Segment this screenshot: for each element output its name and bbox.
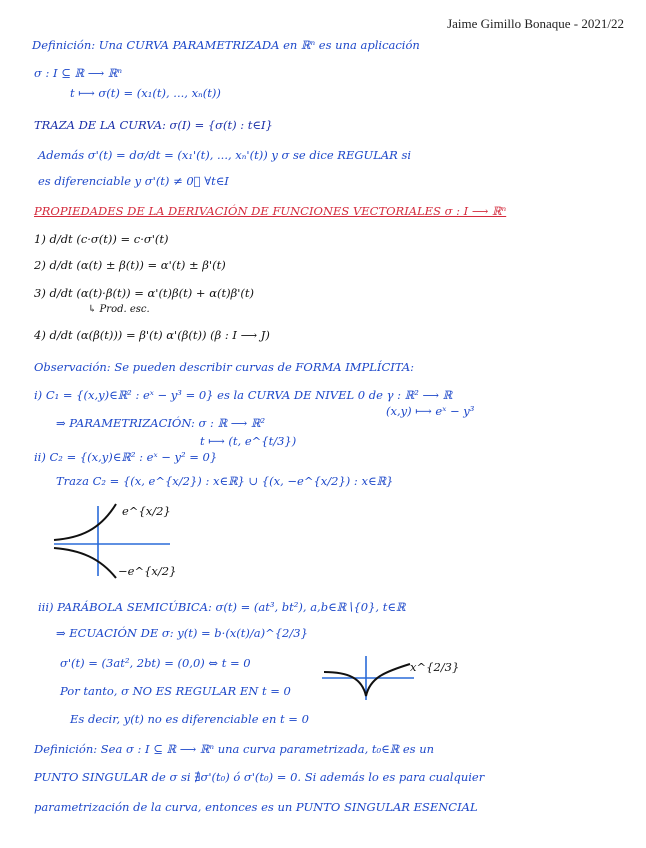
- property-4: 4) d/dt (α(β(t))) = β'(t) α'(β(t)) (β : I ⟶ J): [34, 328, 270, 342]
- c2-line: ii) C₂ = {(x,y)∈ℝ² : eˣ − y² = 0}: [34, 450, 218, 464]
- cusp-sketch: [318, 654, 418, 704]
- parametrization-line: ⇒ PARAMETRIZACIÓN: σ : ℝ ⟶ ℝ²: [56, 416, 266, 430]
- prod-esc-note: ↳ Prod. esc.: [88, 304, 150, 315]
- parametrization-rule-line: t ⟼ (t, e^{t/3}): [200, 434, 297, 448]
- document-header: Jaime Gimillo Bonaque - 2021/22: [447, 16, 624, 31]
- properties-heading: PROPIEDADES DE LA DERIVACIÓN DE FUNCIONES VECTORIALES σ : I ⟶ ℝⁿ: [34, 204, 507, 218]
- map-line: σ : I ⊆ ℝ ⟶ ℝⁿ: [34, 66, 123, 80]
- property-2: 2) d/dt (α(t) ± β(t)) = α'(t) ± β'(t): [34, 258, 226, 272]
- gamma-rule-line: (x,y) ⟼ eˣ − y³: [386, 404, 475, 418]
- not-regular-line: Por tanto, σ NO ES REGULAR EN t = 0: [60, 684, 291, 698]
- observation-line: Observación: Se pueden describir curvas de FORMA IMPLÍCITA:: [34, 360, 415, 374]
- singular-def-line-2: PUNTO SINGULAR de σ si ∄σ'(t₀) ó σ'(t₀) = 0. Si además lo es para cualquier: [34, 770, 485, 784]
- cusp-curve: [324, 664, 410, 696]
- property-1: 1) d/dt (c·σ(t)) = c·σ'(t): [34, 232, 169, 246]
- derivative-line: σ'(t) = (3at², 2bt) = (0,0) ⇔ t = 0: [60, 656, 251, 670]
- not-differentiable-line: Es decir, y(t) no es diferenciable en t = 0: [70, 712, 309, 726]
- equation-line: ⇒ ECUACIÓN DE σ: y(t) = b·(x(t)/a)^{2/3}: [56, 626, 308, 640]
- singular-def-line-3: parametrización de la curva, entonces es un PUNTO SINGULAR ESENCIAL: [34, 800, 478, 814]
- semicubic-line: iii) PARÁBOLA SEMICÚBICA: σ(t) = (at³, bt²), a,b∈ℝ∖{0}, t∈ℝ: [38, 600, 406, 614]
- definition-curve: Definición: Una CURVA PARAMETRIZADA en ℝⁿ es una aplicación: [32, 38, 420, 52]
- regular-def-line: Además σ'(t) = dσ/dt = (x₁'(t), ..., xₙ'(t)) y σ se dice REGULAR si: [38, 148, 412, 162]
- regular-cond-line: es diferenciable y σ'(t) ≠ 0⃗ ∀t∈I: [38, 174, 229, 188]
- c2-upper-branch: [54, 504, 116, 540]
- c2-lower-branch: [54, 548, 116, 578]
- singular-def-line-1: Definición: Sea σ : I ⊆ ℝ ⟶ ℝⁿ una curva parametrizada, t₀∈ℝ es un: [34, 742, 435, 756]
- c1-line: i) C₁ = {(x,y)∈ℝ² : eˣ − y³ = 0} es la CURVA DE NIVEL 0 de γ : ℝ² ⟶ ℝ: [34, 388, 453, 402]
- cusp-label: x^{2/3}: [410, 660, 460, 674]
- upper-branch-label: e^{x/2}: [122, 504, 171, 518]
- map-rule-line: t ⟼ σ(t) = (x₁(t), ..., xₙ(t)): [70, 86, 221, 100]
- trace-c2-line: Traza C₂ = {(x, e^{x/2}) : x∈ℝ} ∪ {(x, −e^{x/2}) : x∈ℝ}: [56, 474, 394, 488]
- property-3: 3) d/dt (α(t)·β(t)) = α'(t)β(t) + α(t)β'(t): [34, 286, 254, 300]
- lower-branch-label: −e^{x/2}: [118, 564, 177, 578]
- trace-line: TRAZA DE LA CURVA: σ(I) = {σ(t) : t∈I}: [34, 118, 273, 132]
